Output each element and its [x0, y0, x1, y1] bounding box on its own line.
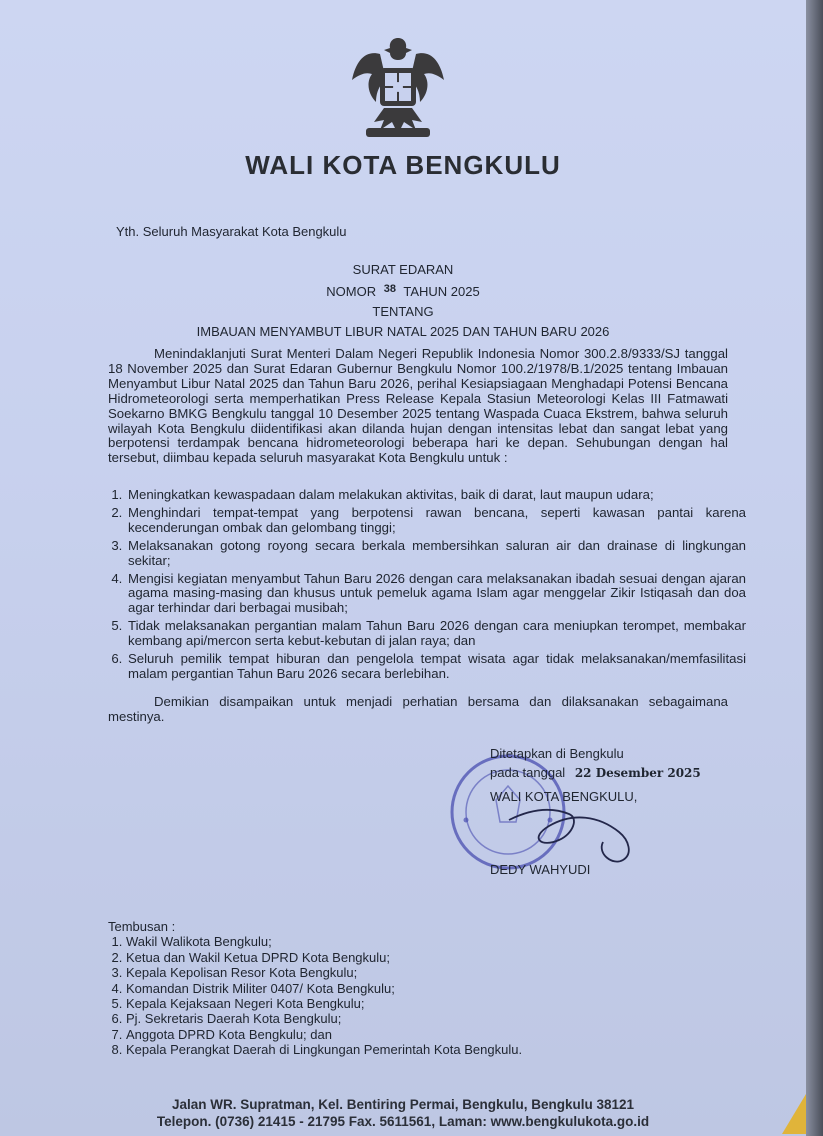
intro-paragraph: Menindaklanjuti Surat Menteri Dalam Negeri Republik Indonesia Nomor 300.2.8/9333/SJ tanggal 18 November 2025 dan Surat Edaran Gubernur Bengkulu Nomor 100.2/1978/B.1/2025 tentang Imbauan Menyambut Libur Natal 2025 dan Tahun Baru 2026, perihal Kesiapsiagaan Menghadapi Potensi Bencana Hidrometeorologi serta memperhatikan Press Release Kepala Stasiun Meteorologi Kelas III Fatmawati Soekarno BMKG Bengkulu tanggal 10 Desember 2025 tentang Waspada Cuaca Ekstrem, bahwa seluruh wilayah Kota Bengkulu diidentifikasi akan dilanda hujan dengan intensitas lebat dan sangat lebat yang berpotensi terdampak bencana hidrometeorologi beberapa hari ke depan. Sehubungan dengan hal tersebut, diimbau kepada seluruh masyarakat Kota Bengkulu untuk :: [108, 346, 728, 466]
signature-position: WALI KOTA BENGKULU,: [490, 789, 638, 804]
list-item: 3. Melaksanakan gotong royong secara berkala membersihkan saluran air dan drainase di lingkungan sekitar;: [126, 539, 746, 569]
letter-type: SURAT EDARAN: [352, 262, 454, 277]
signer-name: DEDY WAHYUDI: [490, 862, 591, 877]
header-title: WALI KOTA BENGKULU: [245, 150, 561, 180]
garuda-emblem-icon: [340, 32, 456, 150]
list-item: 2. Ketua dan Wakil Ketua DPRD Kota Bengkulu;: [126, 950, 522, 965]
letter-number: [0, 284, 806, 299]
signature-place: Ditetapkan di Bengkulu: [490, 746, 624, 761]
list-item: 4. Mengisi kegiatan menyambut Tahun Baru 2026 dengan cara melaksanakan ibadah sesuai dengan ajaran agama masing-masing dan khusus untuk pemeluk agama Islam agar menggelar Zikir Istiqasah dan doa agar terhindar dari berbagai musibah;: [126, 572, 746, 617]
list-item: 4. Komandan Distrik Militer 0407/ Kota Bengkulu;: [126, 981, 522, 996]
number-suffix: TAHUN 2025: [403, 284, 480, 299]
signature-date-line: [490, 765, 701, 780]
list-item: 8. Kepala Perangkat Daerah di Lingkungan Pemerintah Kota Bengkulu.: [126, 1042, 522, 1057]
copies-section: [108, 919, 522, 1058]
list-item: 5. Kepala Kejaksaan Negeri Kota Bengkulu;: [126, 996, 522, 1011]
list-item: 6. Seluruh pemilik tempat hiburan dan pengelola tempat wisata agar tidak melaksanakan/memfasilitasi malam pergantian Tahun Baru 2026 secara berlebihan.: [126, 652, 746, 682]
list-item: 6. Pj. Sekretaris Daerah Kota Bengkulu;: [126, 1011, 522, 1026]
closing-paragraph: Demikian disampaikan untuk menjadi perhatian bersama dan dilaksanakan sebagaimana mestinya.: [108, 694, 728, 724]
list-item: 2. Menghindari tempat-tempat yang berpotensi rawan bencana, seperti kawasan pantai karena kecenderungan ombak dan gelombang tinggi;: [126, 506, 746, 536]
list-item: 3. Kepala Kepolisan Resor Kota Bengkulu;: [126, 965, 522, 980]
footer-address: Jalan WR. Supratman, Kel. Bentiring Permai, Bengkulu, Bengkulu 38121: [171, 1097, 635, 1112]
list-item: 1. Meningkatkan kewaspadaan dalam melakukan aktivitas, baik di darat, laut maupun udara;: [126, 488, 746, 503]
page-edge: [806, 0, 823, 1136]
number-prefix: NOMOR: [326, 284, 377, 299]
list-item: 7. Anggota DPRD Kota Bengkulu; dan: [126, 1027, 522, 1042]
list-item: 1. Wakil Walikota Bengkulu;: [126, 934, 522, 949]
letter-subject: IMBAUAN MENYAMBUT LIBUR NATAL 2025 DAN TAHUN BARU 2026: [196, 324, 610, 339]
addressee: Yth. Seluruh Masyarakat Kota Bengkulu: [116, 224, 347, 239]
copies-list: [108, 934, 522, 1057]
list-item: 5. Tidak melaksanakan pergantian malam Tahun Baru 2026 dengan cara meniupkan terompet, membakar kembang api/mercon serta kebut-kebutan di jalan raya; dan: [126, 619, 746, 649]
signature-date: 22 Desember 2025: [574, 766, 701, 780]
number-value: 38: [383, 283, 396, 295]
about-label: TENTANG: [372, 304, 434, 319]
instruction-list: [108, 488, 746, 685]
footer-contact: Telepon. (0736) 21415 - 21795 Fax. 5611561, Laman: www.bengkulukota.go.id: [156, 1114, 650, 1129]
date-label: pada tanggal: [490, 765, 566, 780]
copies-label: Tembusan :: [108, 919, 176, 934]
